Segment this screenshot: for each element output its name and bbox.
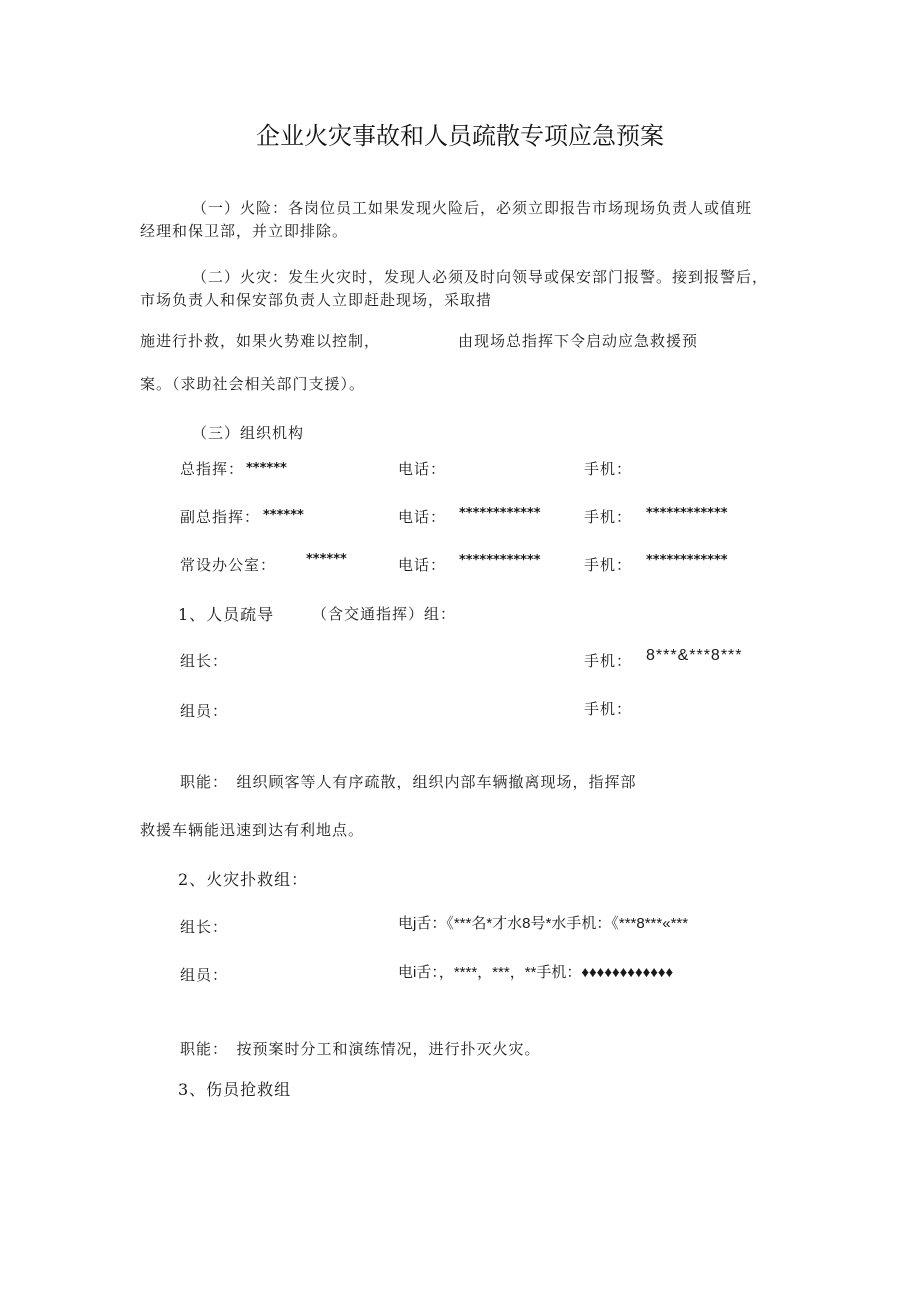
org-heading: （三）组织机构: [192, 424, 305, 442]
group1-leader-mobile-label: 手机：: [584, 652, 633, 670]
group2-member-label: 组员：: [180, 966, 229, 984]
org-tel-value: ************: [459, 506, 541, 521]
org-mobile-value: ************: [646, 506, 728, 521]
paragraph-fire-risk-line2: 经理和保卫部，并立即排除。: [140, 222, 349, 240]
group1-member-label: 组员：: [180, 702, 229, 720]
org-name: ******: [263, 508, 304, 523]
paragraph-fire-line4: 案。（求助社会相关部门支援）。: [140, 375, 366, 393]
org-tel-label: 电话：: [398, 508, 447, 526]
group1-heading-note: （含交通指挥）组：: [312, 605, 457, 623]
paragraph-fire-line1: （二）火灾：发生火灾时，发现人必须及时向领导或保安部门报警。接到报警后，: [192, 268, 769, 286]
org-name: ******: [246, 461, 287, 476]
group1-duty-line1: 职能： 组织顾客等人有序疏散，组织内部车辆撤离现场，指挥部: [180, 773, 637, 791]
group1-duty-line2: 救援车辆能迅速到达有利地点。: [140, 821, 365, 839]
group3-heading: 3、伤员抢救组: [178, 1080, 292, 1099]
document-title: 企业火灾事故和人员疏散专项应急预案: [256, 122, 664, 150]
org-tel-label: 电话：: [398, 460, 447, 478]
group1-member-mobile-label: 手机：: [584, 700, 633, 718]
org-role: 常设办公室：: [180, 556, 277, 574]
group2-leader-label: 组长：: [180, 918, 229, 936]
org-mobile-label: 手机：: [584, 508, 633, 526]
paragraph-fire-line3b: 由现场总指挥下令启动应急救援预: [458, 332, 699, 350]
group1-leader-mobile: 8***&***8***: [646, 647, 743, 664]
org-name: ******: [306, 552, 347, 567]
org-role: 副总指挥：: [180, 508, 261, 526]
group2-leader-info: 电j舌：《***名*才水8号*水手机：《***8***«***: [398, 915, 689, 932]
org-mobile-value: ************: [646, 553, 728, 568]
group2-duty: 职能： 按预案时分工和演练情况，进行扑灭火灾。: [180, 1040, 541, 1058]
group1-heading: 1、人员疏导: [178, 605, 275, 624]
org-tel-label: 电话：: [398, 556, 447, 574]
org-mobile-label: 手机：: [584, 556, 633, 574]
org-role: 总指挥：: [180, 460, 245, 478]
group2-member-info: 电i舌：，****，***，**手机：♦♦♦♦♦♦♦♦♦♦♦♦: [398, 964, 674, 981]
org-tel-value: ************: [459, 553, 541, 568]
group2-heading: 2、火灾扑救组：: [178, 870, 309, 889]
group1-leader-label: 组长：: [180, 652, 229, 670]
paragraph-fire-risk-line1: （一）火险：各岗位员工如果发现火险后，必须立即报告市场现场负责人或值班: [192, 199, 753, 217]
paragraph-fire-line2: 市场负责人和保安部负责人立即赶赴现场，采取措: [140, 291, 493, 309]
paragraph-fire-line3a: 施进行扑救，如果火势难以控制，: [140, 332, 381, 350]
org-mobile-label: 手机：: [584, 460, 633, 478]
